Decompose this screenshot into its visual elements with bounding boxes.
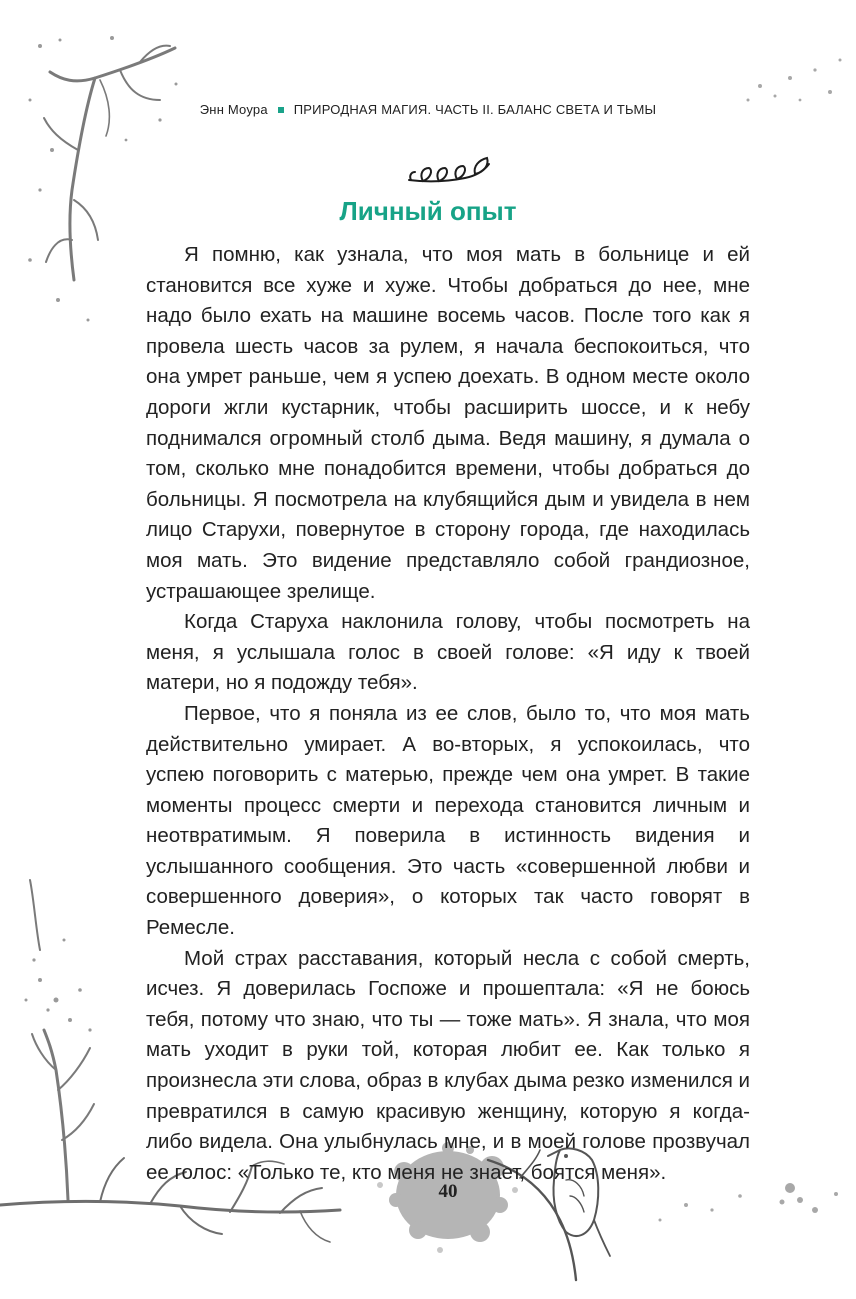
header-book-title: ПРИРОДНАЯ МАГИЯ. ЧАСТЬ II. БАЛАНС СВЕТА И ТЬМЫ	[293, 102, 657, 117]
header-author: Энн Моура	[199, 102, 268, 117]
page-number: 40	[438, 1181, 458, 1202]
leaf-branch-icon	[405, 152, 491, 188]
paragraph: Когда Старуха наклонила голову, чтобы посмотреть на меня, я услышала голос в своей голове: «Я иду к твоей матери, но я подожду тебя».	[146, 610, 750, 695]
header-separator-icon	[278, 107, 284, 113]
running-header	[0, 102, 856, 117]
section-title: Личный опыт	[339, 196, 517, 226]
paragraph: Я помню, как узнала, что моя мать в больнице и ей становится все хуже и хуже. Чтобы добраться до нее, мне надо было ехать на машине восемь часов. После того как я провела шесть часов за рулем, я начала беспокоиться, что она умрет раньше, чем я успею доехать. В одном месте около дороги жгли кустарник, чтобы расширить шоссе, и к небу поднимался огромный столб дыма. Ведя машину, я думала о том, сколько мне понадобится времени, чтобы добраться до больницы. Я посмотрела на клубящийся дым и увидела в нем лицо Старухи, повернутое в сторону города, где находилась моя мать. Это видение представляло собой грандиозное, устрашающее зрелище.	[146, 243, 750, 603]
paragraph: Мой страх расставания, который несла с собой смерть, исчез. Я доверилась Госпоже и прошептала: «Я не боюсь тебя, потому что знаю, что ты — тоже мать». Я знала, что моя мать уходит в руки той, которая любит ее. Как только я произнесла эти слова, образ в клубах дыма резко изменился и превратился в самую красивую женщину, которую я когда-либо видела. Она улыбнулась мне, и в моей голове прозвучал ее голос: «Только те, кто меня не знает, боятся меня».	[146, 946, 750, 1184]
paragraph: Первое, что я поняла из ее слов, было то, что моя мать действительно умирает. А во-вторых, я успокоилась, что успею поговорить с матерью, прежде чем она умрет. В такие моменты процесс смерти и перехода становится личным и неотвратимым. Я поверила в истинность видения и услышанного сообщения. Это часть «совершенной любви и совершенного доверия», о которых так часто говорят в Ремесле.	[146, 701, 750, 940]
body-text	[146, 240, 750, 1188]
